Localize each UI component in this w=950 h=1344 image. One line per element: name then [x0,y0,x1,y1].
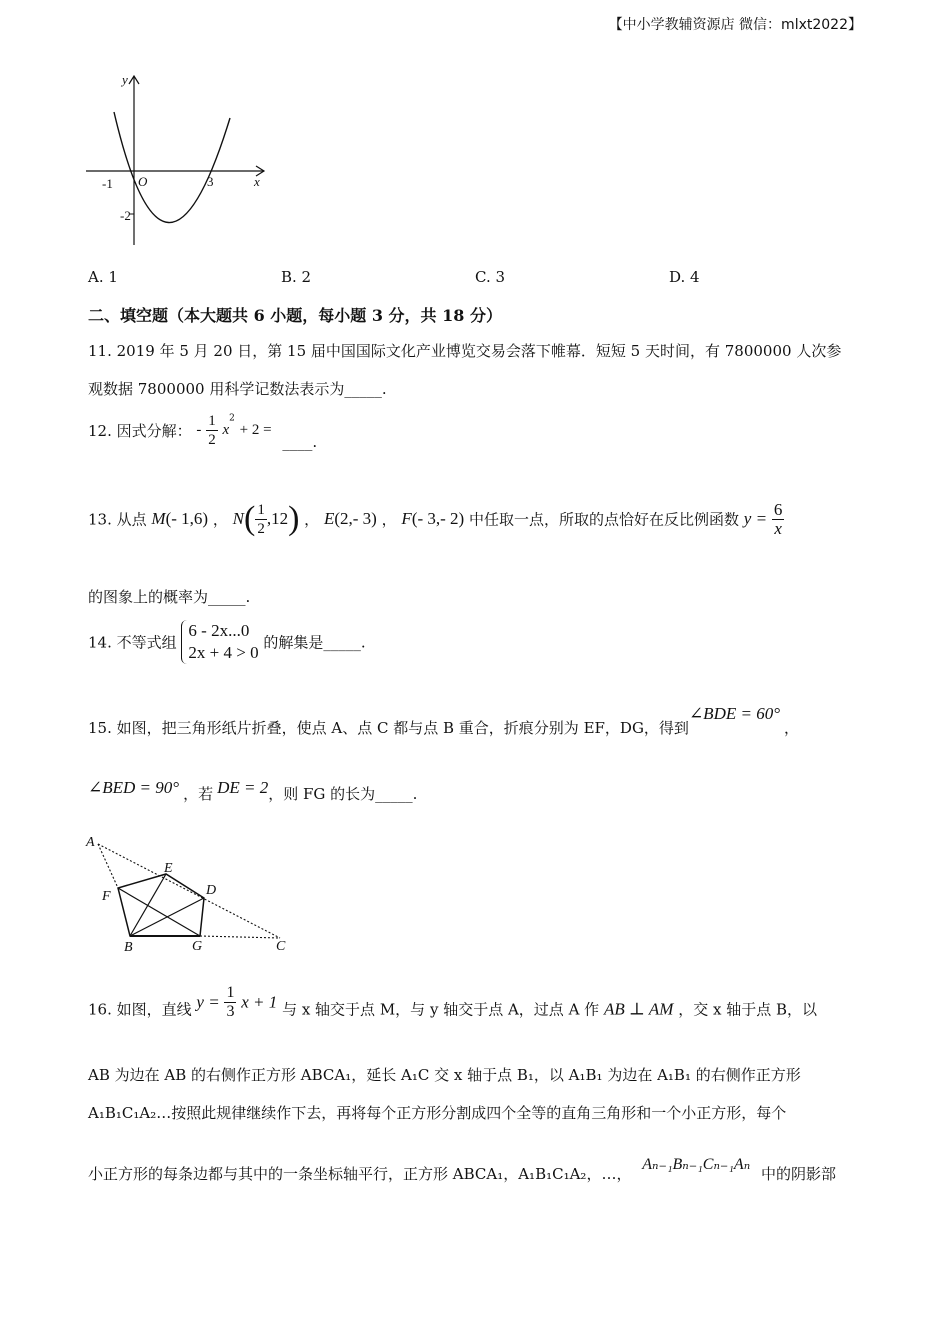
q13-line1: 13. 从点 M(- 1,6) ， N( $\frac{1}{2}$ ,12) ， E(2,- 3) ， F(- 3,- 2) 中任取一点，所取的点恰好在反比例函数 y = $\frac{6}{x}$ [88,499,783,538]
q13-n-den: 2 [257,520,265,537]
q13-n-num: 1 [257,501,265,518]
label-d: D [206,883,217,898]
q16-line1 [88,984,817,1021]
q15-tail2: ，则 FG 的长为_____. [268,785,418,803]
q12-rest: + 2 = [239,422,272,438]
label-c: C [276,939,286,954]
q13-func-num: 6 [773,499,783,519]
option-d: D. 4 [669,268,700,286]
q16-mid: 与 x 轴交于点 M，与 y 轴交于点 A，过点 A 作 [282,1000,600,1019]
q14-suffix: 的解集是_____. [263,633,366,652]
q11-line2: 观数据 7800000 用科学记数法表示为_____. [88,380,387,398]
q16-num: 1 [226,984,235,1001]
q16-prefix: 16. 如图，直线 [88,1000,192,1019]
q16-line4-a: 小正方形的每条边都与其中的一条坐标轴平行，正方形 ABCA₁，A₁B₁C₁A₂，…， [88,1165,632,1183]
q13-func-fraction [772,501,785,538]
header-note: 【中小学教辅资源店 微信：mlxt2022】 [608,17,862,33]
q13-m-coord: (- 1,6) [165,509,209,528]
q16-den: 3 [226,1003,235,1020]
q16-line4-b: 中的阴影部 [760,1165,836,1183]
q13-point-m: M [151,509,166,528]
q15-text: 15. 如图，把三角形纸片折叠，使点 A、点 C 都与点 B 重合，折痕分别为 EF，DG，得到 [88,719,689,737]
section-title: 二、填空题（本大题共 6 小题，每小题 3 分，共 18 分） [88,306,502,325]
q13-comma2: ， [304,510,320,529]
q14-prefix: 14. 不等式组 [88,633,177,652]
q12-frac-den: 2 [208,432,216,448]
x-axis-label: x [254,174,260,189]
q12-prefix: 12. 因式分解： [88,422,192,440]
q14-system [181,620,258,664]
q15-mid2: ，若 [183,785,214,803]
label-a: A [86,835,95,850]
q16-perp: AB ⊥ AM [603,999,674,1019]
y-axis-label: y [122,72,128,87]
q13-prefix: 13. 从点 [88,510,152,529]
q13-line2: 的图象上的概率为_____. [88,588,251,606]
q16-square-label: Aₙ₋₁Bₙ₋₁Cₙ₋₁Aₙ [642,1156,751,1173]
label-e: E [164,861,173,876]
q16-y-eq: y = [196,992,220,1012]
q13-point-f: F [401,509,412,528]
q12-suffix: ____. [282,432,318,451]
q15-de: DE = 2 [217,778,269,797]
q16-tail-eq: x + 1 [241,992,278,1012]
q13-n-tail: ,12 [266,509,289,528]
q13-y-eq: y = [743,509,768,528]
q15-comma: ， [784,719,800,737]
q13-comma3: ， [381,510,397,529]
q16-line4 [88,1154,836,1184]
tick-label-neg1: -1 [102,176,113,191]
option-b: B. 2 [281,268,312,286]
q13-f-coord: (- 3,- 2) [411,509,465,528]
q13-point-n: N [232,509,244,528]
q14-ineq2: 2x + 4 > 0 [188,643,259,662]
label-b: B [124,940,133,955]
q13-point-e: E [323,509,335,528]
q11-line1: 11. 2019 年 5 月 20 日，第 15 届中国国际文化产业博览交易会落下帷幕．短短 5 天时间，有 7800000 人次参 [88,342,842,360]
parabola-curve [114,112,230,223]
label-f: F [102,889,111,904]
q13-comma1: ， [212,510,228,529]
q12-fraction [206,412,218,449]
q14 [88,620,366,664]
q12 [88,412,317,451]
q12-frac-num: 1 [208,413,216,429]
q16-fraction [224,984,236,1021]
option-a: A. 1 [88,268,118,286]
q13-mid: 中任取一点，所取的点恰好在反比例函数 [469,510,740,529]
q14-ineq1: 6 - 2x...0 [188,621,250,640]
q15-angle2: ∠BED = 90° [88,778,180,797]
q15-angle1: ∠BDE = 60° [688,704,780,723]
parabola-graph [84,70,274,250]
q12-minus: - [196,422,202,438]
label-g: G [192,939,203,954]
origin-label: O [138,174,148,189]
q13-func-den: x [774,518,782,538]
q16-line2: AB 为边在 AB 的右侧作正方形 ABCA₁，延长 A₁C 交 x 轴于点 B₁，以 A₁B₁ 为边在 A₁B₁ 的右侧作正方形 [88,1066,801,1084]
q13-e-coord: (2,- 3) [334,509,377,528]
q15-line2 [88,778,417,804]
tick-label-3: 3 [207,174,214,189]
triangle-fold-figure [84,832,294,957]
option-c: C. 3 [475,268,506,286]
q12-x: x [222,422,230,438]
q13-n-fraction [255,501,267,538]
q16-line3: A₁B₁C₁A₂…按照此规律继续作下去，再将每个正方形分割成四个全等的直角三角形和一个小正方形，每个 [88,1104,787,1122]
q16-tail: ，交 x 轴于点 B，以 [678,1000,818,1019]
tick-label-neg2: -2 [120,208,131,223]
q15-line1 [88,704,799,738]
q12-sq: 2 [229,413,235,424]
